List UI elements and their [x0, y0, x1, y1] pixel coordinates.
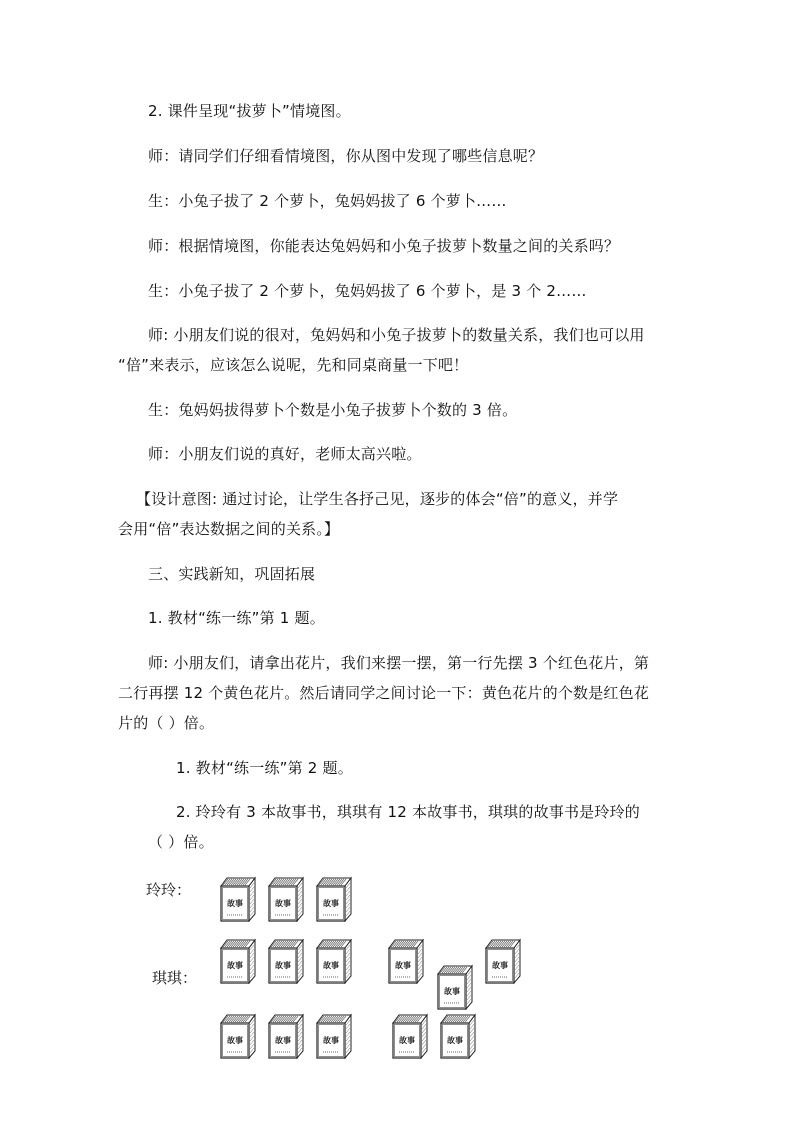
qiqi-storybook-icon: [391, 1013, 429, 1059]
text-line: 师：小朋友们说的真好，老师太高兴啦。: [148, 445, 422, 463]
text-line: 二行再摆 12 个黄色花片。然后请同学之间讨论一下：黄色花片的个数是红色花: [118, 684, 650, 702]
svg-text:故事: 故事: [275, 899, 291, 908]
svg-text:故事: 故事: [444, 987, 460, 996]
lingling-storybook-icon: [315, 876, 353, 922]
lingling-storybook-icon: [267, 876, 305, 922]
text-line: 1. 教材“练一练”第 2 题。: [176, 759, 353, 777]
svg-text:故事: 故事: [275, 1036, 291, 1045]
qiqi-storybook-icon: [484, 938, 522, 984]
qiqi-storybook-icon: [436, 964, 474, 1010]
svg-text:故事: 故事: [227, 1036, 243, 1045]
svg-text:故事: 故事: [447, 1036, 463, 1045]
qiqi-storybook-icon: [219, 1013, 257, 1059]
text-line: 会用“倍”表达数据之间的关系。】: [118, 520, 340, 538]
qiqi-storybook-icon: [315, 1013, 353, 1059]
svg-text:故事: 故事: [323, 1036, 339, 1045]
svg-text:故事: 故事: [492, 961, 508, 970]
svg-text:故事: 故事: [227, 899, 243, 908]
qiqi-storybook-icon: [315, 938, 353, 984]
text-line: 片的（ ）倍。: [118, 714, 215, 732]
svg-text:故事: 故事: [323, 899, 339, 908]
qiqi-storybook-icon: [219, 938, 257, 984]
text-line: （ ）倍。: [148, 833, 214, 851]
svg-text:故事: 故事: [227, 961, 243, 970]
text-line: 1. 教材“练一练”第 1 题。: [148, 609, 325, 627]
svg-text:故事: 故事: [323, 961, 339, 970]
text-line: 2. 课件呈现“拔萝卜”情境图。: [148, 102, 351, 120]
qiqi-storybook-icon: [267, 1013, 305, 1059]
label-qiqi: 琪琪：: [152, 969, 198, 987]
lingling-storybook-icon: [219, 876, 257, 922]
text-line: 师: 小朋友们，请拿出花片，我们来摆一摆，第一行先摆 3 个红色花片，第: [148, 654, 650, 672]
section-heading: 三、实践新知，巩固拓展: [148, 565, 316, 583]
svg-text:故事: 故事: [275, 961, 291, 970]
text-line: 【设计意图: 通过讨论，让学生各抒己见，逐步的体会“倍”的意义，并学: [136, 490, 619, 508]
text-line: 2. 玲玲有 3 本故事书，琪琪有 12 本故事书，琪琪的故事书是玲玲的: [176, 803, 640, 821]
svg-text:故事: 故事: [399, 1036, 415, 1045]
text-line: 生：小兔子拔了 2 个萝卜，兔妈妈拔了 6 个萝卜……: [148, 192, 507, 210]
text-line: 生：兔妈妈拔得萝卜个数是小兔子拔萝卜个数的 3 倍。: [148, 401, 518, 419]
text-line: 师：根据情境图，你能表达兔妈妈和小兔子拔萝卜数量之间的关系吗？: [148, 237, 620, 255]
text-line: 师: 小朋友们说的很对，兔妈妈和小兔子拔萝卜的数量关系，我们也可以用: [148, 326, 645, 344]
label-lingling: 玲玲：: [146, 881, 192, 899]
svg-text:故事: 故事: [395, 961, 411, 970]
text-line: “倍”来表示，应该怎么说呢，先和同桌商量一下吧！: [118, 356, 469, 374]
qiqi-storybook-icon: [267, 938, 305, 984]
qiqi-storybook-icon: [439, 1013, 477, 1059]
text-line: 师：请同学们仔细看情境图，你从图中发现了哪些信息呢？: [148, 147, 544, 165]
qiqi-storybook-icon: [387, 938, 425, 984]
text-line: 生：小兔子拔了 2 个萝卜，兔妈妈拔了 6 个萝卜，是 3 个 2……: [148, 282, 587, 300]
